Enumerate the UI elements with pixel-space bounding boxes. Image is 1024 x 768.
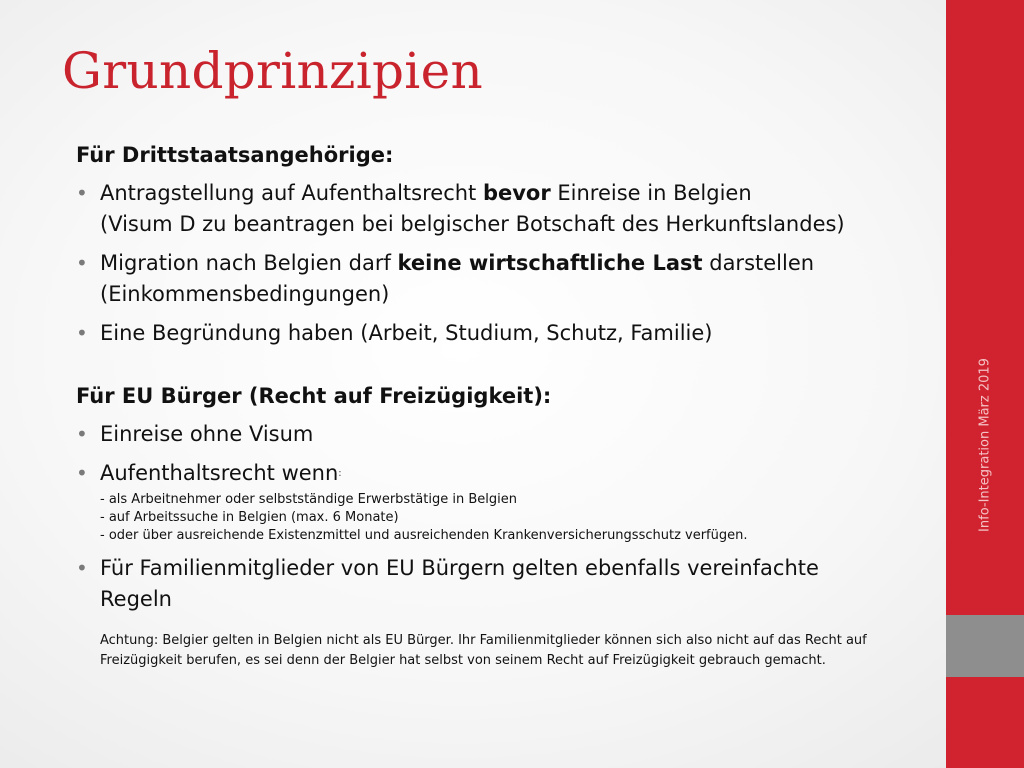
text-span: darstellen [702,251,815,275]
bullet-line: (Einkommensbedingungen) [100,282,390,306]
emphasis-text: bevor [482,181,551,205]
sub-condition: - als Arbeitnehmer oder selbstständige Erwerbstätige in Belgien [100,492,517,507]
bullet-application [76,178,936,240]
bullet-line [100,248,936,279]
sidebar-gray-band [946,615,1024,677]
bullet-list-eu-citizens [76,419,936,615]
note-line: Freizügigkeit berufen, es sei denn der Belgier hat selbst von seinem Recht auf Freizügigkeit gebrauch gemacht. [100,653,826,668]
text-span: : [338,468,342,479]
bullet-line: (Visum D zu beantragen bei belgischer Botschaft des Herkunftslandes) [100,212,845,236]
bullet-family-members [76,553,936,615]
emphasis-text: keine wirtschaftliche Last [397,251,703,275]
slide-footer: Info-Integration März 2019 [977,358,993,532]
text-span: Migration nach Belgien darf [100,251,398,275]
section-heading-third-country: Für Drittstaatsangehörige: [76,143,394,167]
bullet-list-third-country [76,178,936,349]
sub-condition: - auf Arbeitssuche in Belgien (max. 6 Monate) [100,510,399,525]
sub-condition: - oder über ausreichende Existenzmittel und ausreichenden Krankenversicherungsschutz verfügen. [100,528,748,543]
sidebar-red-band-bottom [946,677,1024,768]
bullet-reason: • Eine Begründung haben (Arbeit, Studium, Schutz, Familie) [76,318,936,349]
sub-conditions [100,491,936,545]
bullet-line [100,458,936,489]
bullet-line: Regeln [100,587,172,611]
note-line: Achtung: Belgier gelten in Belgien nicht als EU Bürger. Ihr Familienmitglieder können sich also nicht auf das Recht auf [100,633,867,648]
slide-title: Grundprinzipien [62,42,483,100]
slide-content [76,140,936,671]
attention-note [100,631,936,671]
bullet-line [100,178,936,209]
text-span: Einreise in Belgien [550,181,752,205]
section-heading-eu-citizens: Für EU Bürger (Recht auf Freizügigkeit): [76,384,552,408]
text-span: Antragstellung auf Aufenthaltsrecht [100,181,483,205]
bullet-migration [76,248,936,310]
bullet-residence-right [76,458,936,545]
text-span: Aufenthaltsrecht wenn [100,461,339,485]
section-spacer [76,349,936,381]
bullet-line: • Für Familienmitglieder von EU Bürgern gelten ebenfalls vereinfachte [100,556,819,580]
bullet-entry: • Einreise ohne Visum [76,419,936,450]
